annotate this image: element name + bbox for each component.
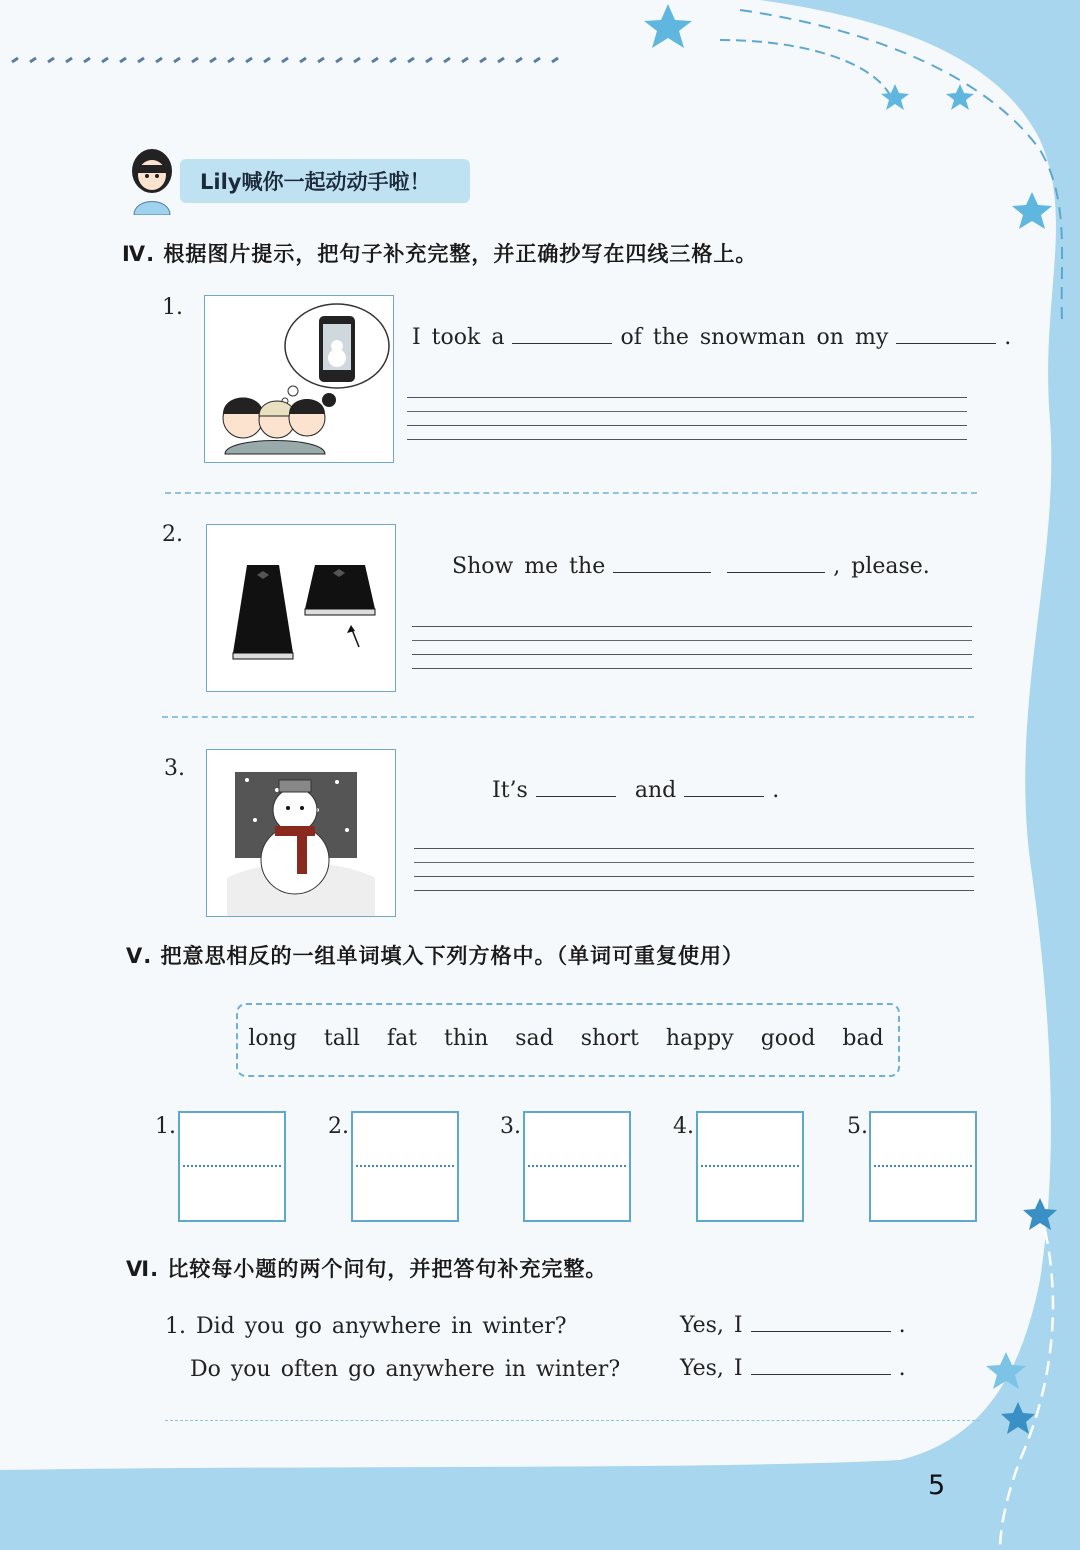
writing-lines-3[interactable] <box>414 848 974 904</box>
blank-2a[interactable] <box>613 554 711 573</box>
blank-3a[interactable] <box>536 778 616 797</box>
answer-end: . <box>898 1356 906 1381</box>
sentence-1-part1: I took a <box>412 325 505 350</box>
section-5-title: Ⅴ. 把意思相反的一组单词填入下列方格中。（单词可重复使用） <box>126 944 745 968</box>
star-icon <box>1012 192 1052 229</box>
banner-text: Lily喊你一起动动手啦！ <box>200 170 431 194</box>
blank-6-1a[interactable] <box>751 1313 891 1332</box>
answer-box-1[interactable] <box>178 1111 286 1222</box>
box-label: 2. <box>328 1114 349 1139</box>
kids-phone-illustration <box>205 296 393 462</box>
answer-6-1-b <box>680 1356 906 1381</box>
word: sad <box>515 1026 554 1051</box>
girl-avatar-icon <box>132 149 172 215</box>
word: thin <box>444 1026 489 1051</box>
skirts-illustration <box>207 525 395 691</box>
answer-box-4[interactable] <box>696 1111 804 1222</box>
answer-prefix: Yes, I <box>680 1313 743 1338</box>
box-label: 5. <box>847 1114 868 1139</box>
blank-1a[interactable] <box>512 325 612 344</box>
word: bad <box>842 1026 884 1051</box>
question-6-1-line-2: Do you often go anywhere in winter? <box>190 1357 621 1382</box>
picture-skirts <box>206 524 396 692</box>
box-label: 1. <box>155 1114 176 1139</box>
divider <box>162 716 974 718</box>
blank-1b[interactable] <box>896 325 996 344</box>
sentence-3 <box>492 778 779 803</box>
writing-lines-1[interactable] <box>407 397 967 453</box>
blank-2b[interactable] <box>727 554 825 573</box>
answer-end: . <box>898 1313 906 1338</box>
question-6-1-line-1 <box>165 1314 567 1339</box>
blank-3b[interactable] <box>684 778 764 797</box>
star-icon <box>946 84 974 110</box>
question-number: 3. <box>164 756 185 781</box>
word: long <box>248 1026 297 1051</box>
box-label: 4. <box>673 1114 694 1139</box>
sentence-2-part1: Show me the <box>452 554 606 579</box>
word: short <box>580 1026 639 1051</box>
sentence-2 <box>452 554 930 579</box>
sentence-3-end: . <box>772 778 780 803</box>
box-label: 3. <box>500 1114 521 1139</box>
answer-box-3[interactable] <box>523 1111 631 1222</box>
sentence-1 <box>412 325 1011 350</box>
word: good <box>760 1026 816 1051</box>
divider <box>165 492 977 494</box>
section-6-title: Ⅵ. 比较每小题的两个问句，并把答句补充完整。 <box>126 1257 608 1281</box>
question-text: Did you go anywhere in winter? <box>196 1314 567 1339</box>
section-4-title: Ⅳ. 根据图片提示，把句子补充完整，并正确抄写在四线三格上。 <box>122 242 758 266</box>
answer-prefix: Yes, I <box>680 1356 743 1381</box>
answer-box-2[interactable] <box>351 1111 459 1222</box>
sentence-1-part2: of the snowman on my <box>620 325 889 350</box>
snowman-illustration <box>207 750 395 916</box>
sentence-3-part2: and <box>634 778 677 803</box>
star-icon <box>644 4 692 48</box>
sentence-2-part2: please. <box>851 554 930 579</box>
blank-6-1b[interactable] <box>751 1356 891 1375</box>
word: tall <box>323 1026 360 1051</box>
question-number: 1. <box>162 295 183 320</box>
picture-phone-photo <box>204 295 394 463</box>
word: fat <box>386 1026 418 1051</box>
word: happy <box>665 1026 734 1051</box>
sentence-3-part1: It’s <box>492 778 528 803</box>
sentence-1-end: . <box>1004 325 1012 350</box>
question-number: 2. <box>162 522 183 547</box>
word-bank <box>236 1026 896 1051</box>
sentence-2-comma: , <box>833 554 841 579</box>
divider <box>165 1420 980 1421</box>
answer-box-5[interactable] <box>869 1111 977 1222</box>
question-number: 1. <box>165 1314 186 1339</box>
page-number: 5 <box>928 1470 946 1501</box>
writing-lines-2[interactable] <box>412 626 972 682</box>
answer-6-1-a <box>680 1313 906 1338</box>
picture-snowman <box>206 749 396 917</box>
